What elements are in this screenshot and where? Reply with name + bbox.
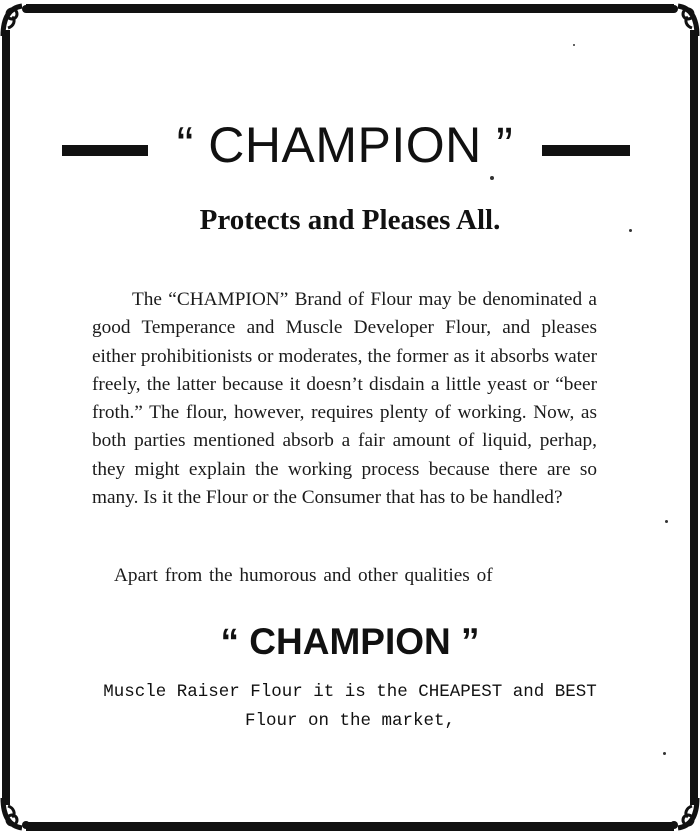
- body-paragraph: [92, 286, 597, 512]
- ink-speck: [490, 176, 494, 180]
- ink-speck: [573, 44, 575, 46]
- corner-ornament-icon: [0, 796, 38, 834]
- border-bottom: [26, 822, 674, 831]
- headline-rule-left: [62, 145, 148, 156]
- corner-ornament-icon: [0, 0, 38, 38]
- ink-speck: [629, 229, 632, 232]
- ink-speck: [665, 520, 668, 523]
- headline-rule-right: [542, 145, 630, 156]
- footer-line-2: Flour on the market,: [244, 711, 456, 731]
- headline-row: [0, 112, 700, 178]
- headline-title: “ CHAMPION ”: [176, 117, 514, 173]
- footer-text: [0, 678, 700, 736]
- corner-ornament-icon: [662, 796, 700, 834]
- headline-secondary: “ CHAMPION ”: [220, 621, 480, 662]
- body-paragraph-text: The “CHAMPION” Brand of Flour may be denominated a good Temperance and Muscle Developer Flour, and pleases either prohibitionists or moderates, the former as it absorbs water freely, the latter because it doesn’t disdain a little yeast or “beer froth.” The flour, however, requires plenty of working. Now, as both parties mentioned absorb a fair amount of liquid, perhap, they might explain the working process because there are so many. Is it the Flour or the Consumer that has to be handled?: [92, 289, 597, 509]
- corner-ornament-icon: [662, 0, 700, 38]
- subtitle: Protects and Pleases All.: [199, 204, 501, 236]
- ink-speck: [663, 752, 666, 755]
- apart-line: Apart from the humorous and other qualities of: [114, 565, 493, 586]
- footer-line-1: Muscle Raiser Flour it is the CHEAPEST and BEST: [103, 682, 597, 702]
- border-top: [26, 4, 674, 13]
